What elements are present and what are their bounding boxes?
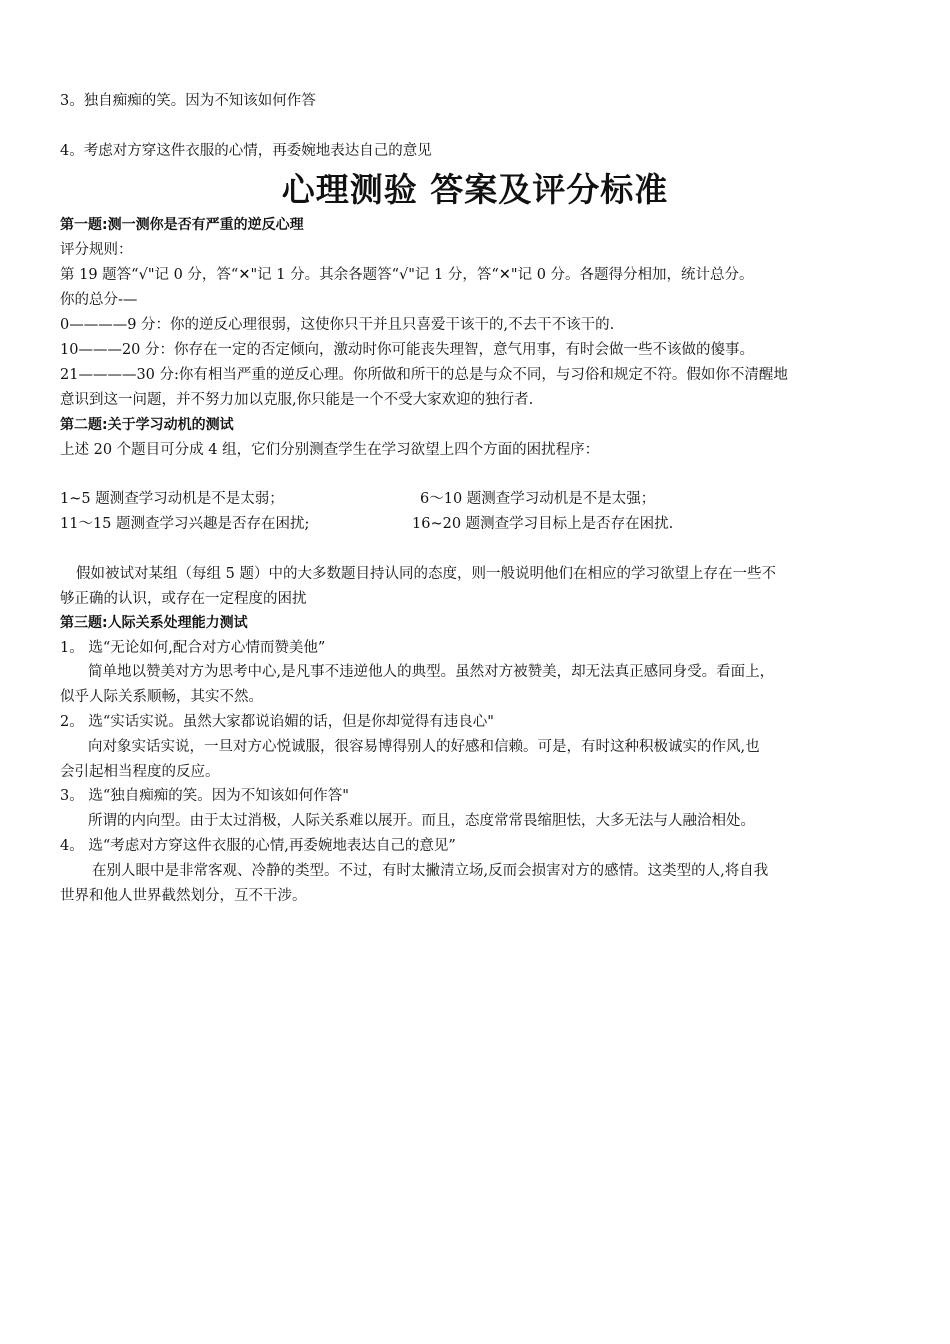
q1-result-3b: 意识到这一问题，并不努力加以克服,你只能是一个不受大家欢迎的独行者. bbox=[60, 392, 534, 408]
q1-result-1: 0————9 分：你的逆反心理很弱，这使你只干并且只喜爱干该干的,不去干不该干的. bbox=[60, 317, 615, 333]
q1-rules-label: 评分规则： bbox=[60, 242, 133, 258]
q2-group-4: 16~20 题测查学习目标上是否存在困扰. bbox=[412, 516, 674, 532]
q3-option-2: 2。 选“实话实说。虽然大家都说谄媚的话，但是你却觉得有违良心" bbox=[60, 714, 494, 730]
q3-option-2-text-a: 向对象实话实说，一旦对方心悦诚服，很容易博得别人的好感和信赖。可是，有时这种积极诚实的作风,也 bbox=[88, 739, 760, 755]
q3-option-4-text-a: 在别人眼中是非常客观、冷静的类型。不过，有时太撇清立场,反而会损害对方的感情。这类型的人,将自我 bbox=[92, 863, 769, 879]
q3-option-1-text-b: 似乎人际关系顺畅，其实不然。 bbox=[60, 689, 263, 705]
q2-note-a: 假如被试对某组（每组 5 题）中的大多数题目持认同的态度，则一般说明他们在相应的学习欲望上存在一些不 bbox=[76, 566, 776, 582]
q3-heading: 第三题:人际关系处理能力测试 bbox=[60, 615, 248, 631]
q1-result-2: 10———20 分：你存在一定的否定倾向，激动时你可能丧失理智，意气用事，有时会做一些不该做的傻事。 bbox=[60, 342, 755, 358]
intro-item-3: 3。独自痴痴的笑。因为不知该如何作答 bbox=[60, 93, 316, 109]
q3-option-1: 1。 选“无论如何,配合对方心情而赞美他” bbox=[60, 640, 326, 656]
q1-rules: 第 19 题答“√"记 0 分，答“✕"记 1 分。其余各题答“√"记 1 分，答“✕"记 0 分。各题得分相加，统计总分。 bbox=[60, 267, 754, 283]
q2-desc: 上述 20 个题目可分成 4 组，它们分别测查学生在学习欲望上四个方面的困扰程序： bbox=[60, 442, 600, 458]
q2-group-3: 11～15 题测查学习兴趣是否存在困扰; bbox=[60, 516, 310, 532]
q3-option-1-text-a: 简单地以赞美对方为思考中心,是凡事不违逆他人的典型。虽然对方被赞美，却无法真正感同身受。看面上， bbox=[88, 664, 775, 680]
q2-heading: 第二题:关于学习动机的测试 bbox=[60, 417, 234, 433]
q1-total: 你的总分-— bbox=[60, 292, 138, 308]
q2-note-b: 够正确的认识，或存在一定程度的困扰 bbox=[60, 591, 307, 607]
page-title: 心理测验 答案及评分标准 bbox=[281, 170, 669, 209]
q3-option-4-text-b: 世界和他人世界截然划分，互不干涉。 bbox=[60, 888, 307, 904]
q2-group-2: 6～10 题测查学习动机是不是太强； bbox=[420, 491, 656, 507]
intro-item-4: 4。考虑对方穿这件衣服的心情，再委婉地表达自己的意见 bbox=[60, 143, 432, 159]
q3-option-3-text: 所谓的内向型。由于太过消极，人际关系难以展开。而且，态度常常畏缩胆怯，大多无法与人融洽相处。 bbox=[88, 813, 755, 829]
q3-option-3: 3。 选“独自痴痴的笑。因为不知该如何作答" bbox=[60, 788, 349, 804]
q3-option-4: 4。 选“考虑对方穿这件衣服的心情,再委婉地表达自己的意见” bbox=[60, 838, 456, 854]
q2-group-1: 1~5 题测查学习动机是不是太弱； bbox=[60, 491, 284, 507]
q1-heading: 第一题:测一测你是否有严重的逆反心理 bbox=[60, 217, 304, 233]
q1-result-3a: 21————30 分:你有相当严重的逆反心理。你所做和所干的总是与众不同，与习俗和规定不符。假如你不清醒地 bbox=[60, 367, 788, 383]
q3-option-2-text-b: 会引起相当程度的反应。 bbox=[60, 764, 220, 780]
